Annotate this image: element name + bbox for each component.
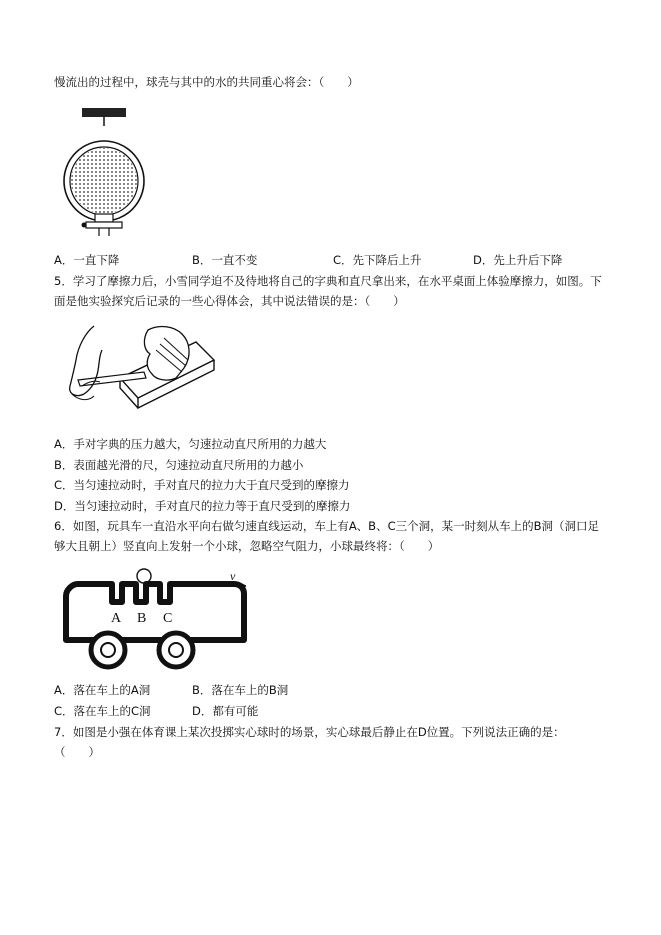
q4-option-c: C．先下降后上升 xyxy=(333,253,422,267)
q4-option-b: B．一直不变 xyxy=(192,253,258,267)
q4-option-a: A．一直下降 xyxy=(54,253,120,267)
q6-hole-label-b: B xyxy=(137,611,147,626)
q5-option-c: C．当匀速拉动时，手对直尺的拉力大于直尺受到的摩擦力 xyxy=(54,478,350,492)
q6-stem-line2: 够大且朝上）竖直向上发射一个小球，忽略空气阻力，小球最终将：（ ） xyxy=(54,539,440,553)
q7-stem-line2: （ ） xyxy=(54,745,100,759)
q5-option-a: A．手对字典的压力越大，匀速拉动直尺所用的力越大 xyxy=(54,437,327,451)
q6-stem-line1: 6．如图，玩具车一直沿水平向右做匀速直线运动，车上有A、B、C三个洞，某一时刻从车上的B洞（洞口足 xyxy=(54,519,599,533)
q6-option-d: D．都有可能 xyxy=(192,704,259,718)
q6-hole-label-a: A xyxy=(111,611,122,626)
q6-option-b: B．落在车上的B洞 xyxy=(192,683,289,697)
q4-option-d: D．先上升后下降 xyxy=(473,253,563,267)
q5-option-b: B．表面越光滑的尺，匀速拉动直尺所用的力越小 xyxy=(54,458,304,472)
q4-stem: 慢流出的过程中，球壳与其中的水的共同重心将会：（ ） xyxy=(54,75,359,89)
q6-figure-toy-car xyxy=(62,566,262,672)
q6-hole-label-c: C xyxy=(163,611,173,626)
q5-option-d: D．当匀速拉动时，手对直尺的拉力等于直尺受到的摩擦力 xyxy=(54,499,351,513)
q6-option-c: C．落在车上的C洞 xyxy=(54,704,151,718)
q5-stem-line2: 面是他实验探究后记录的一些心得体会，其中说法错误的是：（ ） xyxy=(54,294,405,308)
q5-stem-line1: 5．学习了摩擦力后，小雪同学迫不及待地将自己的字典和直尺拿出来，在水平桌面上体验摩擦力，如图。下 xyxy=(54,274,602,288)
q5-figure-hands-dictionary-ruler xyxy=(64,320,224,415)
q7-stem-line1: 7．如图是小强在体育课上某次投掷实心球时的场景，实心球最后静止在D位置。下列说法正确的是： xyxy=(54,725,565,739)
q4-figure-sphere-shell xyxy=(62,106,142,246)
q6-option-a: A．落在车上的A洞 xyxy=(54,683,151,697)
q6-velocity-label: v xyxy=(230,569,236,583)
